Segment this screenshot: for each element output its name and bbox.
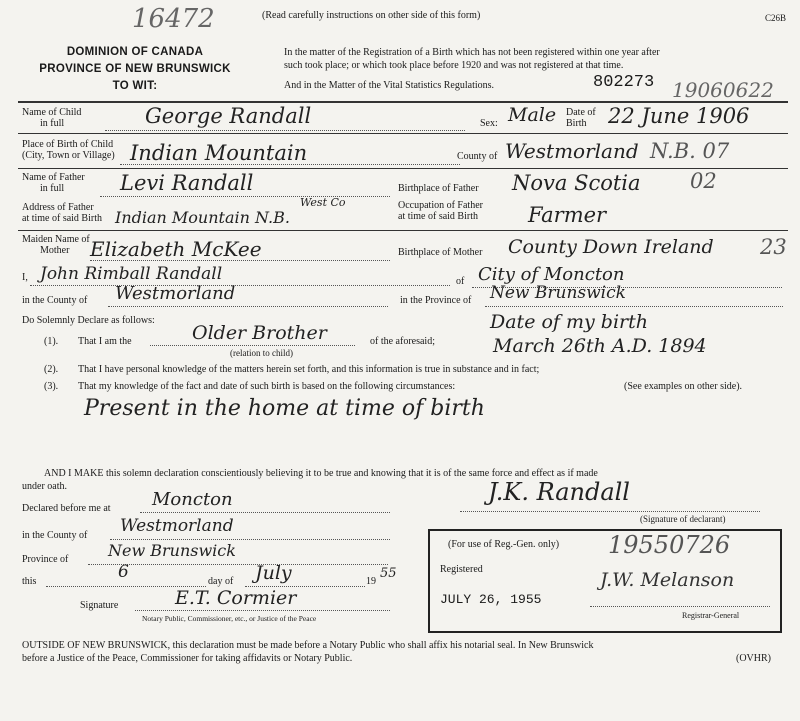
child-name-label-1: Name of Child [22,107,82,118]
footer-line-1: OUTSIDE OF NEW BRUNSWICK, this declaration must be made before a Notary Public who shall affix his notarial seal. In New Brunswick [22,640,594,651]
county-suffix: N.B. 07 [650,139,730,163]
dob-label-2: Birth [566,118,587,129]
item1-suffix: of the aforesaid; [370,336,435,347]
day-label: day of [208,576,234,587]
relation-note: (relation to child) [230,348,293,358]
matter-line-2: such took place; or which took place before 1920 and was not registered at that time. [284,60,624,71]
mother-label-2: Mother [40,245,70,256]
declarant-province-label: in the Province of [400,295,472,306]
dob-value: 22 June 1906 [608,104,750,128]
item3-note: (See examples on other side). [624,381,743,392]
father-name-value: Levi Randall [120,171,254,195]
father-address-label-2: at time of said Birth [22,213,102,224]
declarant-province-value: New Brunswick [490,283,626,303]
father-occupation-label-1: Occupation of Father [398,200,483,211]
county-value: Westmorland [505,139,639,163]
reference-number: 19060622 [672,78,774,102]
father-occupation-label-2: at time of said Birth [398,211,478,222]
year-prefix: 19 [366,576,376,587]
father-occupation-value: Farmer [528,203,607,227]
declarant-of-value: City of Moncton [478,264,625,285]
day-value: 6 [118,562,129,582]
this-label: this [22,576,37,587]
read-instructions: (Read carefully instructions on other side of this form) [262,10,481,21]
father-address-note: West Co [300,196,346,209]
declare-heading: Do Solemnly Declare as follows: [22,315,155,326]
place-label-1: Place of Birth of Child [22,139,114,150]
registered-label: Registered [440,564,483,575]
mother-birthplace-value: County Down Ireland [508,236,714,258]
declarant-of-label: of [456,276,465,287]
dob-label-1: Date of [566,107,596,118]
footer-line-2: before a Justice of the Peace, Commissioner for taking affidavits or Notary Public. [22,653,353,664]
father-address-value: Indian Mountain N.B. [115,208,290,227]
solemn-line-1: AND I MAKE this solemn declaration conscientiously believing it to be true and knowing that it is of the same force and effect as if made [44,468,598,479]
mother-label-1: Maiden Name of [22,234,90,245]
declarant-county-value: Westmorland [115,283,236,304]
month-value: July [255,562,292,584]
item2-text: That I have personal knowledge of the matters herein set forth, and this information is true in substance and in fact; [78,364,540,375]
father-birthplace-code: 02 [690,169,717,193]
declared-label: Declared before me at [22,503,111,514]
header-dominion: DOMINION OF CANADA [66,46,204,58]
item3-num: (3). [44,381,59,392]
registrar-code: 19550726 [608,531,731,559]
top-rule [18,101,788,103]
county-label: County of [457,151,498,162]
place-value: Indian Mountain [130,141,308,165]
stamp-number: 16472 [132,4,215,34]
item1-value: Older Brother [192,322,327,344]
declarant-name-value: John Rimball Randall [40,264,223,284]
sex-label: Sex: [480,118,498,129]
mother-birthplace-code: 23 [760,235,787,259]
year-value: 55 [380,566,397,581]
child-name-label-2: in full [40,118,65,129]
notary-caption: Notary Public, Commissioner, etc., or Justice of the Peace [142,614,317,623]
registrar-caption: Registrar-General [682,611,740,620]
place-label-2: (City, Town or Village) [22,150,115,161]
declarant-county-label: in the County of [22,295,88,306]
solemn-province-value: New Brunswick [108,541,236,560]
dob-note-1: Date of my birth [490,311,648,333]
dob-note-2: March 26th A.D. 1894 [493,335,707,357]
registration-number: 802273 [593,73,655,92]
notary-signature: E.T. Cormier [175,587,297,609]
father-birthplace-label: Birthplace of Father [398,183,479,194]
item1-text: That I am the [78,336,132,347]
father-name-label-1: Name of Father [22,172,85,183]
matter-line-1: In the matter of the Registration of a Birth which has not been registered within one year after [284,47,660,58]
declarant-i-label: I, [22,272,28,283]
form-code: C26B [765,13,787,23]
father-birthplace-value: Nova Scotia [512,171,641,195]
sex-value: Male [508,104,557,126]
header-province: PROVINCE OF NEW BRUNSWICK [39,63,231,75]
mother-value: Elizabeth McKee [90,237,262,261]
declarant-caption: (Signature of declarant) [640,514,726,524]
registered-date: JULY 26, 1955 [440,592,542,607]
item3-text: That my knowledge of the fact and date of such birth is based on the following circumstances: [78,381,456,392]
footer-code: (OVHR) [736,653,771,664]
item1-num: (1). [44,336,59,347]
declarant-signature: J.K. Randall [488,478,630,506]
father-name-label-2: in full [40,183,65,194]
signature-label: Signature [80,600,119,611]
solemn-county-label: in the County of [22,530,88,541]
header-to-wit: TO WIT: [112,80,158,92]
matter-line-3: And in the Matter of the Vital Statistics Regulations. [284,80,495,91]
item2-num: (2). [44,364,59,375]
circumstance-value: Present in the home at time of birth [84,396,485,421]
child-name-value: George Randall [145,104,312,128]
solemn-line-2: under oath. [22,481,67,492]
father-address-label-1: Address of Father [22,202,94,213]
solemn-county-value: Westmorland [120,516,234,536]
registrar-signature: J.W. Melanson [600,569,735,591]
mother-birthplace-label: Birthplace of Mother [398,247,483,258]
declared-value: Moncton [152,489,233,510]
registrar-heading: (For use of Reg.-Gen. only) [448,539,560,550]
solemn-province-label: Province of [22,554,69,565]
